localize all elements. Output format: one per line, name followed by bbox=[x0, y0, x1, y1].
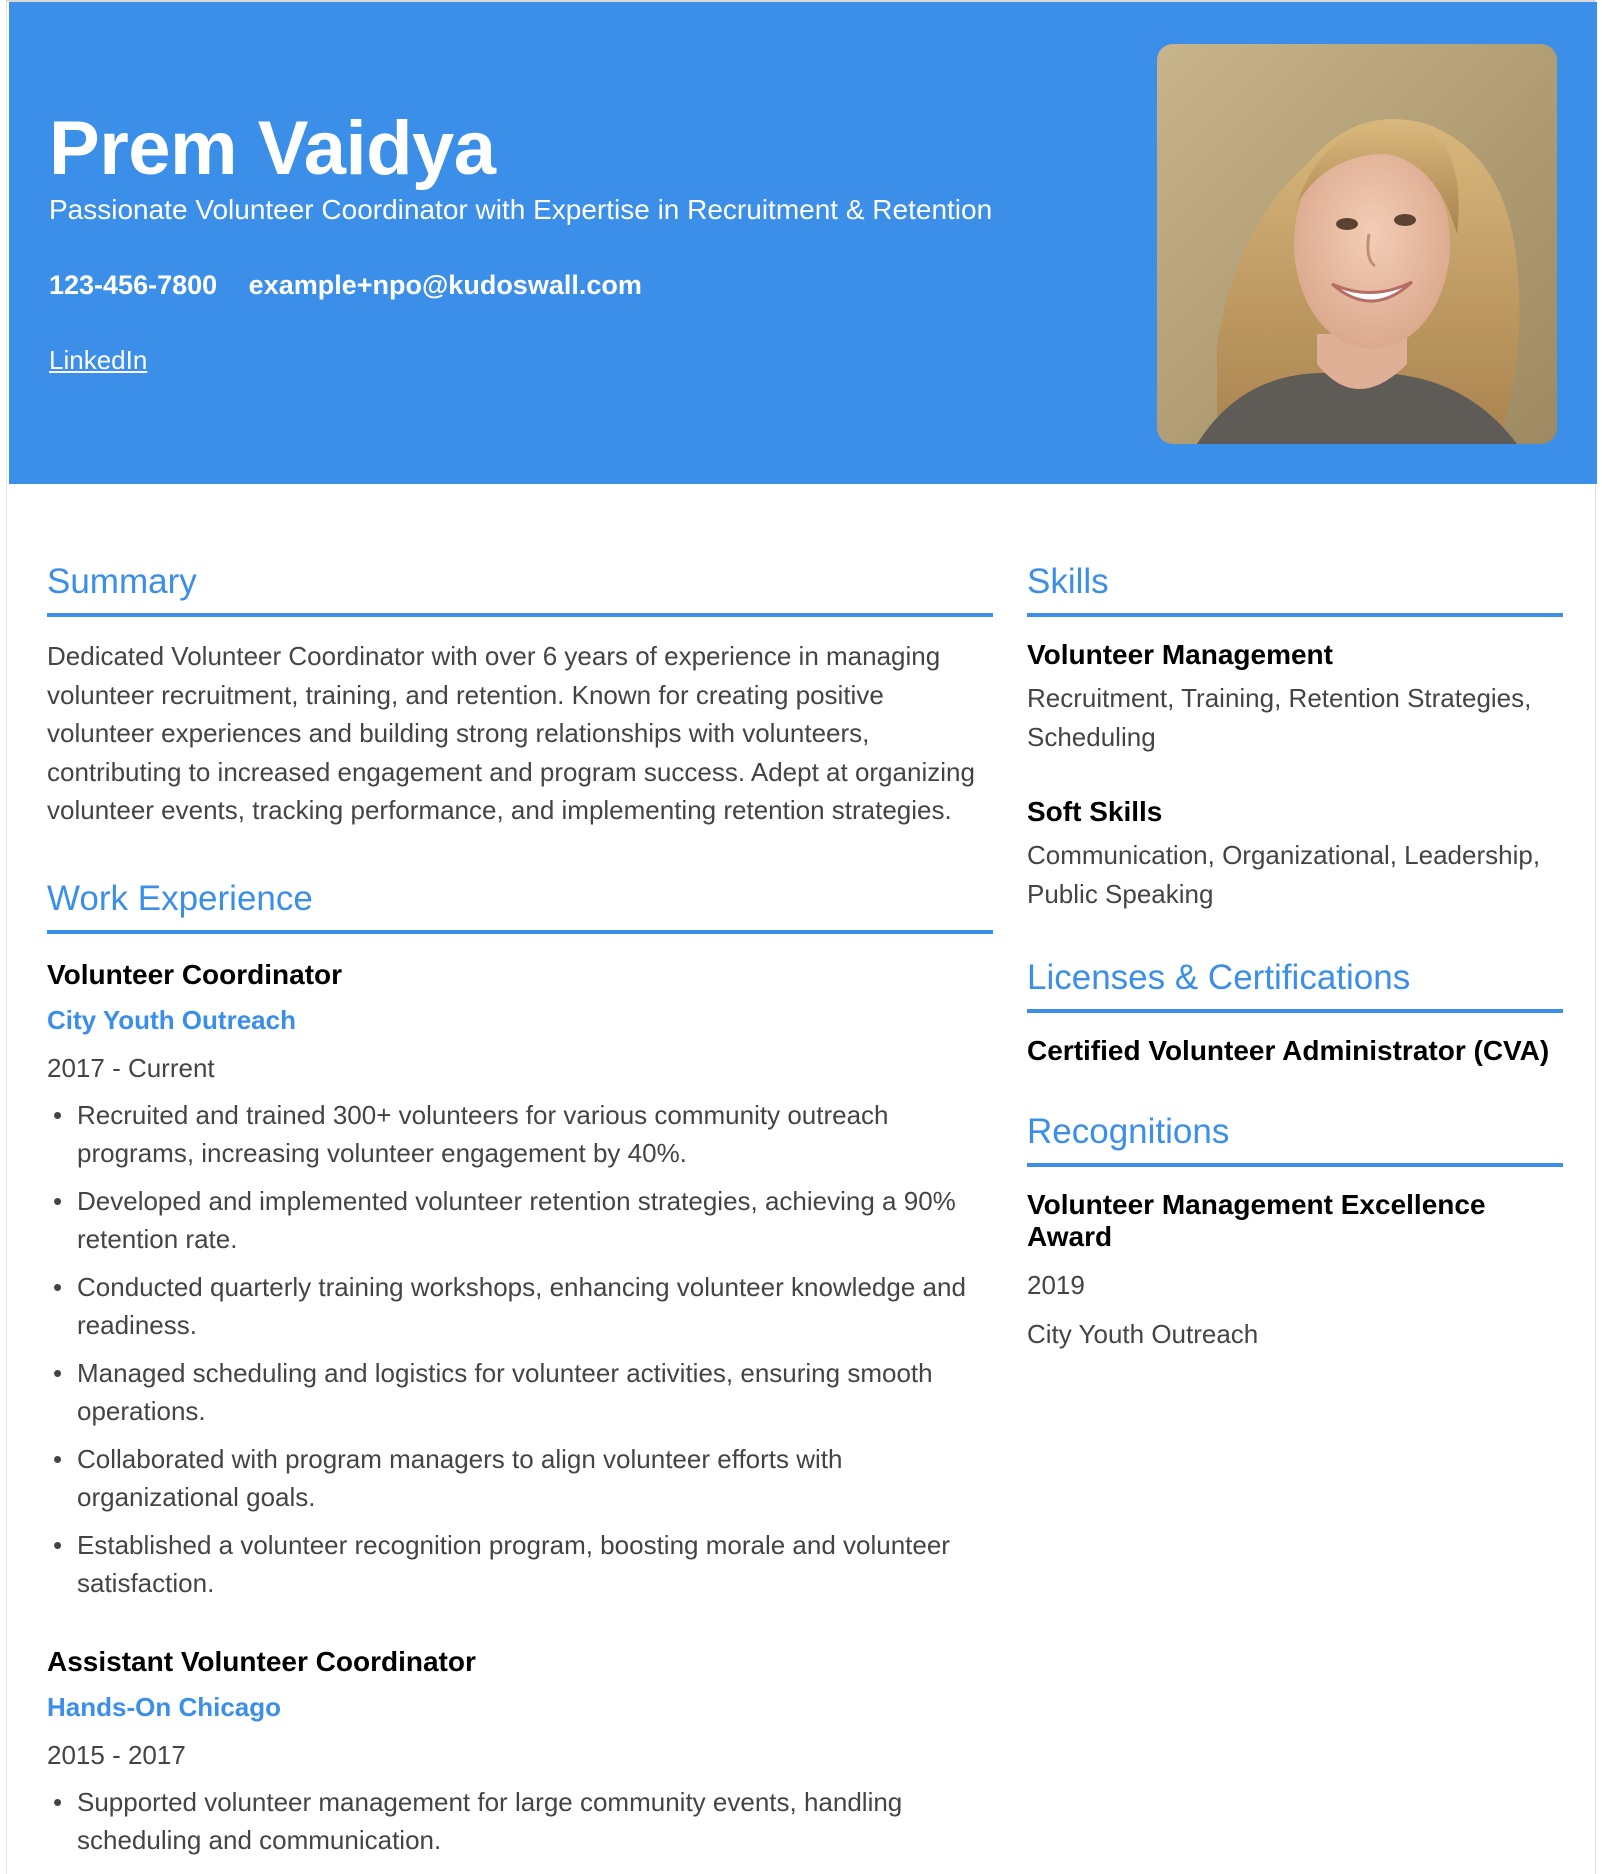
job-title: Volunteer Coordinator bbox=[47, 958, 343, 990]
recognition-year: 2019 bbox=[1027, 1270, 1085, 1300]
phone-number: 123-456-7800 bbox=[49, 270, 218, 300]
job-bullet: • Managed scheduling and logistics for volunteer activities, ensuring smooth operations. bbox=[47, 1354, 993, 1431]
candidate-name: Prem Vaidya bbox=[49, 106, 496, 191]
recognition-name: Volunteer Management Excellence Award bbox=[1027, 1189, 1486, 1252]
left-column bbox=[47, 557, 993, 1869]
job-company: City Youth Outreach bbox=[47, 1004, 296, 1035]
skill-group-name: Soft Skills bbox=[1027, 796, 1163, 827]
email-address: example+npo@kudoswall.com bbox=[248, 270, 642, 300]
certifications-section bbox=[1027, 953, 1563, 1067]
summary-section bbox=[47, 557, 993, 830]
job-company: Hands-On Chicago bbox=[47, 1691, 282, 1722]
job-dates: 2017 - Current bbox=[47, 1052, 215, 1083]
recognitions-heading: Recognitions bbox=[1027, 1107, 1563, 1167]
certifications-heading: Licenses & Certifications bbox=[1027, 953, 1563, 1013]
portrait-image bbox=[1157, 44, 1557, 444]
right-column bbox=[1027, 557, 1563, 1352]
contact-info bbox=[49, 267, 666, 303]
job-bullets bbox=[47, 1783, 993, 1860]
job-entry bbox=[47, 956, 993, 1603]
skills-section bbox=[1027, 557, 1563, 913]
resume-header bbox=[9, 2, 1597, 484]
recognition-org: City Youth Outreach bbox=[1027, 1319, 1259, 1349]
summary-text: Dedicated Volunteer Coordinator with over 6 years of experience in managing volunteer recruitment, training, and retention. Known for creating positive volunteer experiences and building strong relationships with volunteers, contributing to increased engagement and program success. Adept at organizing volunteer events, tracking performance, and implementing retention strategies. bbox=[47, 641, 975, 825]
certification-name: Certified Volunteer Administrator (CVA) bbox=[1027, 1035, 1550, 1066]
summary-heading: Summary bbox=[47, 557, 993, 617]
job-bullet: • Recruited and trained 300+ volunteers for various community outreach programs, increasing volunteer engagement by 40%. bbox=[47, 1096, 993, 1173]
job-title: Assistant Volunteer Coordinator bbox=[47, 1645, 476, 1677]
resume-page bbox=[6, 0, 1596, 1874]
skill-group-items: Communication, Organizational, Leadership, Public Speaking bbox=[1027, 840, 1541, 909]
experience-heading: Work Experience bbox=[47, 874, 993, 934]
skill-group-items: Recruitment, Training, Retention Strategies, Scheduling bbox=[1027, 683, 1532, 752]
skill-group-name: Volunteer Management bbox=[1027, 639, 1333, 670]
experience-section bbox=[47, 874, 993, 1860]
profile-photo bbox=[1157, 44, 1557, 444]
job-bullet: • Collaborated with program managers to align volunteer efforts with organizational goals. bbox=[47, 1440, 993, 1517]
job-bullet: • Developed and implemented volunteer retention strategies, achieving a 90% retention rate. bbox=[47, 1182, 993, 1259]
job-dates: 2015 - 2017 bbox=[47, 1739, 186, 1770]
linkedin-link[interactable]: LinkedIn bbox=[49, 345, 148, 375]
skills-heading: Skills bbox=[1027, 557, 1563, 617]
candidate-tagline: Passionate Volunteer Coordinator with Expertise in Recruitment & Retention bbox=[49, 194, 993, 225]
job-bullets bbox=[47, 1096, 993, 1603]
job-entry bbox=[47, 1643, 993, 1860]
skill-group bbox=[1027, 794, 1563, 913]
job-bullet: • Supported volunteer management for large community events, handling scheduling and communication. bbox=[47, 1783, 993, 1860]
recognitions-section bbox=[1027, 1107, 1563, 1352]
skill-group bbox=[1027, 637, 1563, 756]
job-bullet: • Established a volunteer recognition program, boosting morale and volunteer satisfaction. bbox=[47, 1526, 993, 1603]
job-bullet: • Conducted quarterly training workshops, enhancing volunteer knowledge and readiness. bbox=[47, 1268, 993, 1345]
